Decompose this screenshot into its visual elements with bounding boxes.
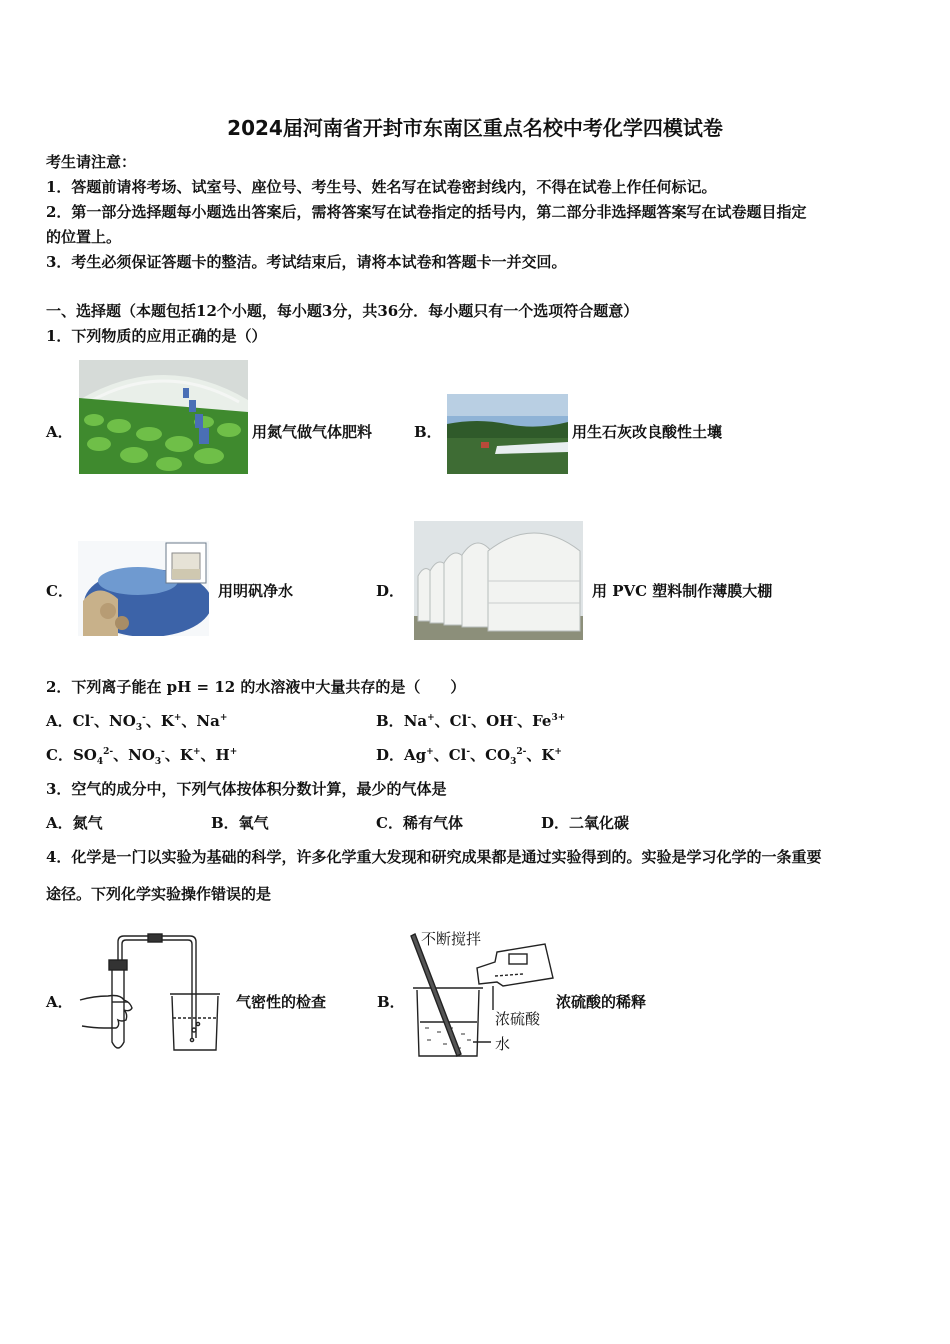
section-heading: 一、选择题（本题包括12个小题，每小题3分，共36分．每小题只有一个选项符合题意） xyxy=(46,302,639,320)
pvc-greenhouse-photo xyxy=(414,521,583,640)
q4-b-text: 浓硫酸的稀释 xyxy=(556,993,647,1011)
q1-c-label: C． xyxy=(46,582,73,600)
q1-c-text: 用明矾净水 xyxy=(218,582,294,600)
q4-b-label: B． xyxy=(377,993,405,1011)
q4-stem-line1: 4．化学是一门以实验为基础的科学，许多化学重大发现和研究成果都是通过实验得到的。实验是学习化学的一条重要 xyxy=(46,848,822,866)
greenhouse-vegetables-photo xyxy=(79,360,248,474)
q2-option-d: D．Ag+、Cl-、$CO_3^{2-}$、K+ xyxy=(376,746,562,767)
q4-stem-line2: 途径。下列化学实验操作错误的是 xyxy=(46,885,272,903)
q1-stem: 1．下列物质的应用正确的是（） xyxy=(46,327,267,345)
q2-option-a: A．Cl-、$NO_3^-$、K+、Na+ xyxy=(46,712,228,733)
water-purification-photo xyxy=(78,541,209,636)
page-title: 2024届河南省开封市东南区重点名校中考化学四模试卷 xyxy=(227,116,723,140)
q2-stem: 2．下列离子能在 pH = 12 的水溶液中大量共存的是（ ） xyxy=(46,678,466,696)
q2-b-label: B． xyxy=(376,712,404,730)
q1-b-label: B． xyxy=(414,423,442,441)
q2-a-label: A． xyxy=(46,712,73,730)
q1-d-text: 用 PVC 塑料制作薄膜大棚 xyxy=(592,582,773,600)
q2-option-b: B．Na+、Cl-、OH-、$Fe^{3+}$ xyxy=(376,712,566,730)
q3-option-c: C．稀有气体 xyxy=(376,814,463,832)
q3-stem: 3．空气的成分中，下列气体按体积分数计算，最少的气体是 xyxy=(46,780,447,798)
q3-option-a: A．氮气 xyxy=(46,814,103,832)
q1-a-text: 用氮气做气体肥料 xyxy=(252,423,373,441)
q2-d-label: D． xyxy=(376,746,405,764)
q1-d-label: D． xyxy=(376,582,405,600)
notice-heading: 考生请注意： xyxy=(46,153,137,171)
acid-dilution-diagram xyxy=(405,928,555,1060)
acid-label: 浓硫酸 xyxy=(495,1010,541,1028)
q3-option-d: D．二氧化碳 xyxy=(541,814,630,832)
notice-item-3: 3．考生必须保证答题卡的整洁。考试结束后，请将本试卷和答题卡一并交回。 xyxy=(46,253,567,271)
water-label: 水 xyxy=(495,1035,511,1053)
q4-a-label: A． xyxy=(46,993,73,1011)
notice-item-1: 1．答题前请将考场、试室号、座位号、考生号、姓名写在试卷密封线内，不得在试卷上作任何标记。 xyxy=(46,178,717,196)
q2-c-label: C． xyxy=(46,746,73,764)
notice-item-2-cont: 的位置上。 xyxy=(46,228,122,246)
q4-a-text: 气密性的检查 xyxy=(236,993,327,1011)
q3-option-b: B．氧气 xyxy=(211,814,269,832)
farmland-lime-photo xyxy=(447,394,568,474)
airtightness-check-diagram xyxy=(74,930,222,1055)
q1-a-label: A． xyxy=(46,423,73,441)
stir-label: 不断搅拌 xyxy=(421,930,482,948)
notice-item-2: 2．第一部分选择题每小题选出答案后，需将答案写在试卷指定的括号内，第二部分非选择题答案写在试卷题目指定 xyxy=(46,203,807,221)
q1-b-text: 用生石灰改良酸性土壤 xyxy=(572,423,723,441)
q2-option-c: C．$SO_4^{2-}$、$NO_3^-$、K+、H+ xyxy=(46,746,238,767)
